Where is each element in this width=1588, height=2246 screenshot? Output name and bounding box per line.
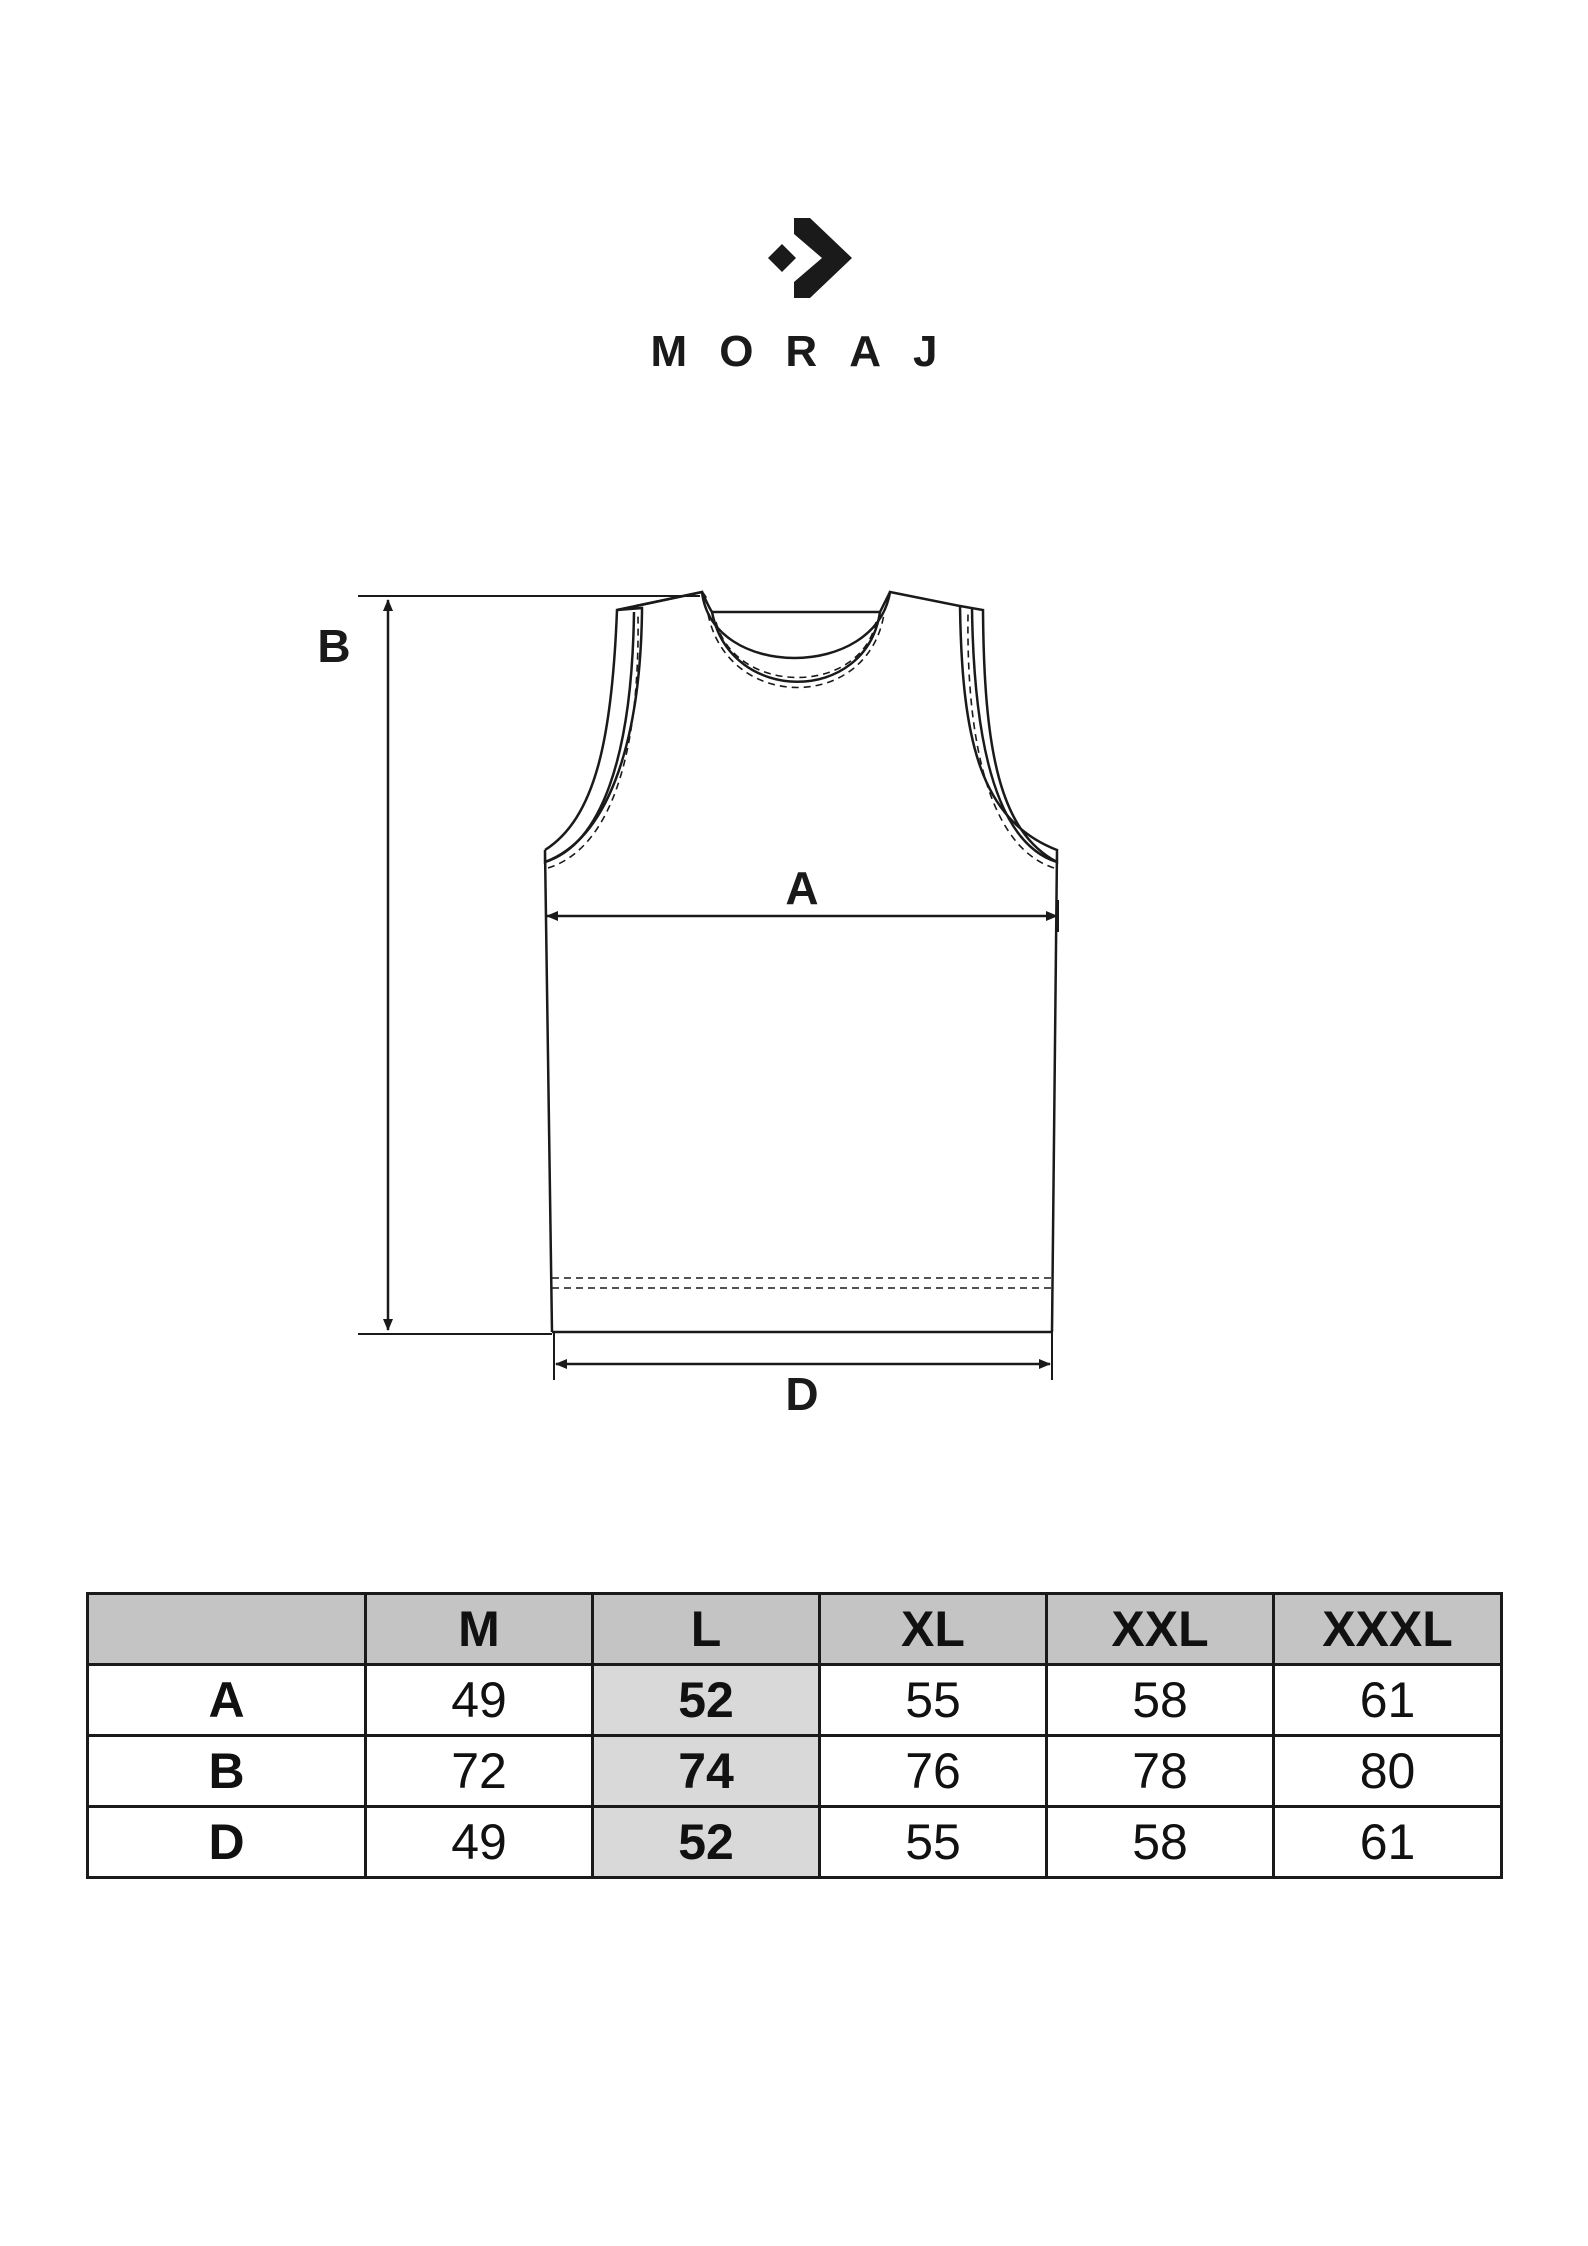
row-label-b: B: [88, 1736, 366, 1807]
table-cell: 78: [1047, 1736, 1274, 1807]
tank-top-outline: [545, 592, 1057, 1332]
row-label-a: A: [88, 1665, 366, 1736]
table-cell: 80: [1274, 1736, 1502, 1807]
table-cell-highlighted: 52: [593, 1807, 820, 1878]
dimension-a: [546, 862, 1058, 932]
table-cell: 55: [820, 1807, 1047, 1878]
header-cell-l: L: [593, 1594, 820, 1665]
table-cell: 76: [820, 1736, 1047, 1807]
header-cell-xxl: XXL: [1047, 1594, 1274, 1665]
table-cell: 49: [366, 1807, 593, 1878]
table-cell: 58: [1047, 1807, 1274, 1878]
table-cell-highlighted: 52: [593, 1665, 820, 1736]
table-cell: 61: [1274, 1807, 1502, 1878]
table-row: [88, 1736, 1502, 1807]
table-cell: 72: [366, 1736, 593, 1807]
table-cell: 61: [1274, 1665, 1502, 1736]
table-cell: 58: [1047, 1665, 1274, 1736]
dimension-label-a: A: [785, 862, 819, 914]
size-table: [86, 1592, 1503, 1879]
dimension-b: [317, 596, 700, 1334]
dimension-label-b: B: [317, 620, 351, 672]
table-cell-highlighted: 74: [593, 1736, 820, 1807]
size-table-header-row: [88, 1594, 1502, 1665]
dimension-d: [554, 1332, 1052, 1420]
table-cell: 55: [820, 1665, 1047, 1736]
header-cell-corner: [88, 1594, 366, 1665]
brand-name: MORAJ: [650, 327, 970, 376]
header-cell-m: M: [366, 1594, 593, 1665]
row-label-d: D: [88, 1807, 366, 1878]
dimension-label-d: D: [785, 1368, 819, 1420]
header-cell-xl: XL: [820, 1594, 1047, 1665]
table-row: [88, 1665, 1502, 1736]
header-cell-xxxl: XXXL: [1274, 1594, 1502, 1665]
table-row: [88, 1807, 1502, 1878]
table-cell: 49: [366, 1665, 593, 1736]
